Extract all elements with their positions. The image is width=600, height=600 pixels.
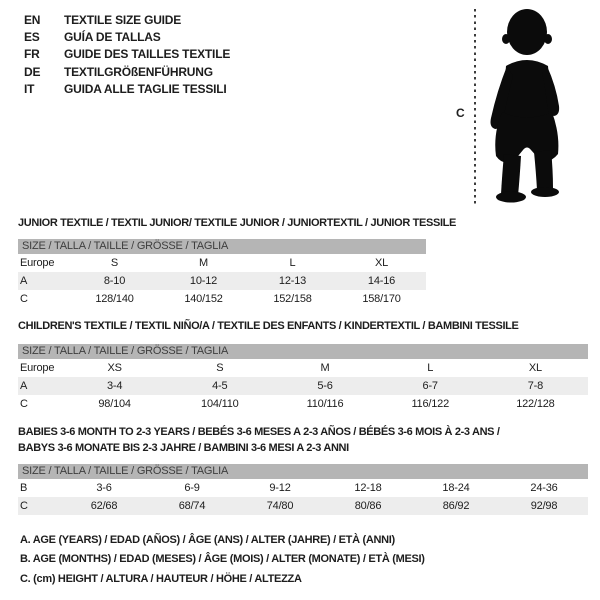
language-row-en bbox=[24, 11, 230, 28]
table-cell: M bbox=[320, 362, 330, 374]
language-row-it bbox=[24, 80, 230, 97]
guide-title-fr: GUIDE DES TAILLES TEXTILE bbox=[64, 47, 231, 62]
language-title-list bbox=[24, 11, 230, 97]
table-cell: XL bbox=[374, 257, 389, 269]
table-cell: 110/116 bbox=[306, 398, 344, 410]
table-cell: 122/128 bbox=[516, 398, 555, 410]
table-cell: 92/98 bbox=[530, 500, 558, 512]
table-cell: 12-13 bbox=[278, 275, 307, 287]
language-code: DE bbox=[24, 64, 41, 79]
table-cell: XS bbox=[107, 362, 122, 374]
table-cell: XL bbox=[528, 362, 542, 374]
table-row-age bbox=[18, 377, 588, 395]
table-cell: M bbox=[199, 257, 208, 269]
table-row-age-months bbox=[18, 479, 588, 497]
table-cell: 9-12 bbox=[269, 482, 291, 494]
language-code: ES bbox=[24, 29, 40, 44]
table-cell: L bbox=[427, 362, 434, 374]
table-cell: L bbox=[289, 257, 296, 269]
table-cell: 12-18 bbox=[354, 482, 382, 494]
table-cell: 68/74 bbox=[178, 500, 206, 512]
footnote-b: B. AGE (MONTHS) / EDAD (MESES) / ÂGE (MOIS) / ALTER (MONATE) / ETÀ (MESI) bbox=[20, 553, 425, 566]
table-cell: 6-9 bbox=[184, 482, 200, 494]
babies-table-title-line2: BABYS 3-6 MONATE BIS 2-3 JAHRE / BAMBINI 3-6 MESI A 2-3 ANNI bbox=[18, 441, 349, 454]
language-row-de bbox=[24, 63, 230, 80]
table-cell: 3-4 bbox=[106, 380, 123, 392]
table-cell: 24-36 bbox=[530, 482, 558, 494]
guide-title-it: GUIDA ALLE TAGLIE TESSILI bbox=[64, 81, 227, 96]
table-cell: 140/152 bbox=[184, 293, 223, 305]
table-cell: 14-16 bbox=[367, 275, 396, 287]
size-header-bar: SIZE / TALLA / TAILLE / GRÖSSE / TAGLIA bbox=[18, 239, 426, 254]
row-label: A bbox=[20, 380, 28, 392]
language-code: FR bbox=[24, 47, 40, 62]
row-label: B bbox=[20, 482, 28, 494]
row-label: C bbox=[20, 398, 28, 410]
size-header-bar: SIZE / TALLA / TAILLE / GRÖSSE / TAGLIA bbox=[18, 464, 588, 479]
table-row-height bbox=[18, 497, 588, 515]
language-code: EN bbox=[24, 12, 41, 27]
table-cell: 158/170 bbox=[362, 293, 401, 305]
table-cell: 74/80 bbox=[266, 500, 294, 512]
language-row-es bbox=[24, 28, 230, 45]
language-row-fr bbox=[24, 46, 230, 63]
guide-title-de: TEXTILGRÖßENFÜHRUNG bbox=[64, 64, 213, 79]
table-row-height bbox=[18, 290, 426, 308]
table-cell: 86/92 bbox=[442, 500, 470, 512]
table-cell: 104/110 bbox=[201, 398, 239, 410]
baby-silhouette-icon bbox=[482, 6, 574, 206]
height-measure-dotted-line bbox=[474, 9, 476, 207]
row-label: C bbox=[20, 500, 28, 512]
table-row-height bbox=[18, 395, 588, 413]
table-cell: 152/158 bbox=[273, 293, 312, 305]
language-code: IT bbox=[24, 81, 35, 96]
table-cell: 98/104 bbox=[98, 398, 131, 410]
table-cell: 4-5 bbox=[212, 380, 228, 392]
babies-size-table bbox=[18, 464, 588, 515]
row-label: A bbox=[20, 275, 28, 287]
table-cell: 10-12 bbox=[189, 275, 218, 287]
guide-title-en: TEXTILE SIZE GUIDE bbox=[64, 12, 182, 27]
row-label: Europe bbox=[20, 362, 55, 374]
table-cell: 5-6 bbox=[317, 380, 333, 392]
table-row-age bbox=[18, 272, 426, 290]
height-measure-label: C bbox=[456, 106, 465, 120]
table-cell: 116/122 bbox=[411, 398, 449, 410]
table-cell: S bbox=[110, 257, 119, 269]
size-header-bar: SIZE / TALLA / TAILLE / GRÖSSE / TAGLIA bbox=[18, 344, 588, 359]
table-cell: 62/68 bbox=[90, 500, 118, 512]
table-row-europe bbox=[18, 359, 588, 377]
table-cell: 7-8 bbox=[527, 380, 544, 392]
table-row-europe bbox=[18, 254, 426, 272]
table-cell: 3-6 bbox=[96, 482, 112, 494]
row-label: C bbox=[20, 293, 28, 305]
table-cell: 80/86 bbox=[354, 500, 382, 512]
footnote-c: C. (cm) HEIGHT / ALTURA / HAUTEUR / HÖHE / ALTEZZA bbox=[20, 572, 302, 585]
babies-table-title bbox=[18, 425, 500, 456]
table-cell: S bbox=[216, 362, 224, 374]
babies-table-title-line1: BABIES 3-6 MONTH TO 2-3 YEARS / BEBÉS 3-6 MESES A 2-3 AÑOS / BÉBÉS 3-6 MOIS À 2-3 ANS / bbox=[18, 426, 500, 438]
guide-title-es: GUÍA DE TALLAS bbox=[64, 29, 161, 44]
row-label: Europe bbox=[20, 257, 55, 269]
footnote-list bbox=[20, 531, 425, 589]
children-table-title: CHILDREN'S TEXTILE / TEXTIL NIÑO/A / TEXTILE DES ENFANTS / KINDERTEXTIL / BAMBINI TESSILE bbox=[18, 320, 519, 332]
table-cell: 18-24 bbox=[442, 482, 470, 494]
junior-size-table bbox=[18, 239, 426, 308]
footnote-a: A. AGE (YEARS) / EDAD (AÑOS) / ÂGE (ANS) / ALTER (JAHRE) / ETÀ (ANNI) bbox=[20, 534, 395, 546]
table-cell: 6-7 bbox=[422, 380, 438, 392]
children-size-table bbox=[18, 344, 588, 413]
junior-table-title: JUNIOR TEXTILE / TEXTIL JUNIOR/ TEXTILE JUNIOR / JUNIORTEXTIL / JUNIOR TESSILE bbox=[18, 217, 457, 229]
table-cell: 128/140 bbox=[95, 293, 134, 305]
table-cell: 8-10 bbox=[103, 275, 126, 287]
